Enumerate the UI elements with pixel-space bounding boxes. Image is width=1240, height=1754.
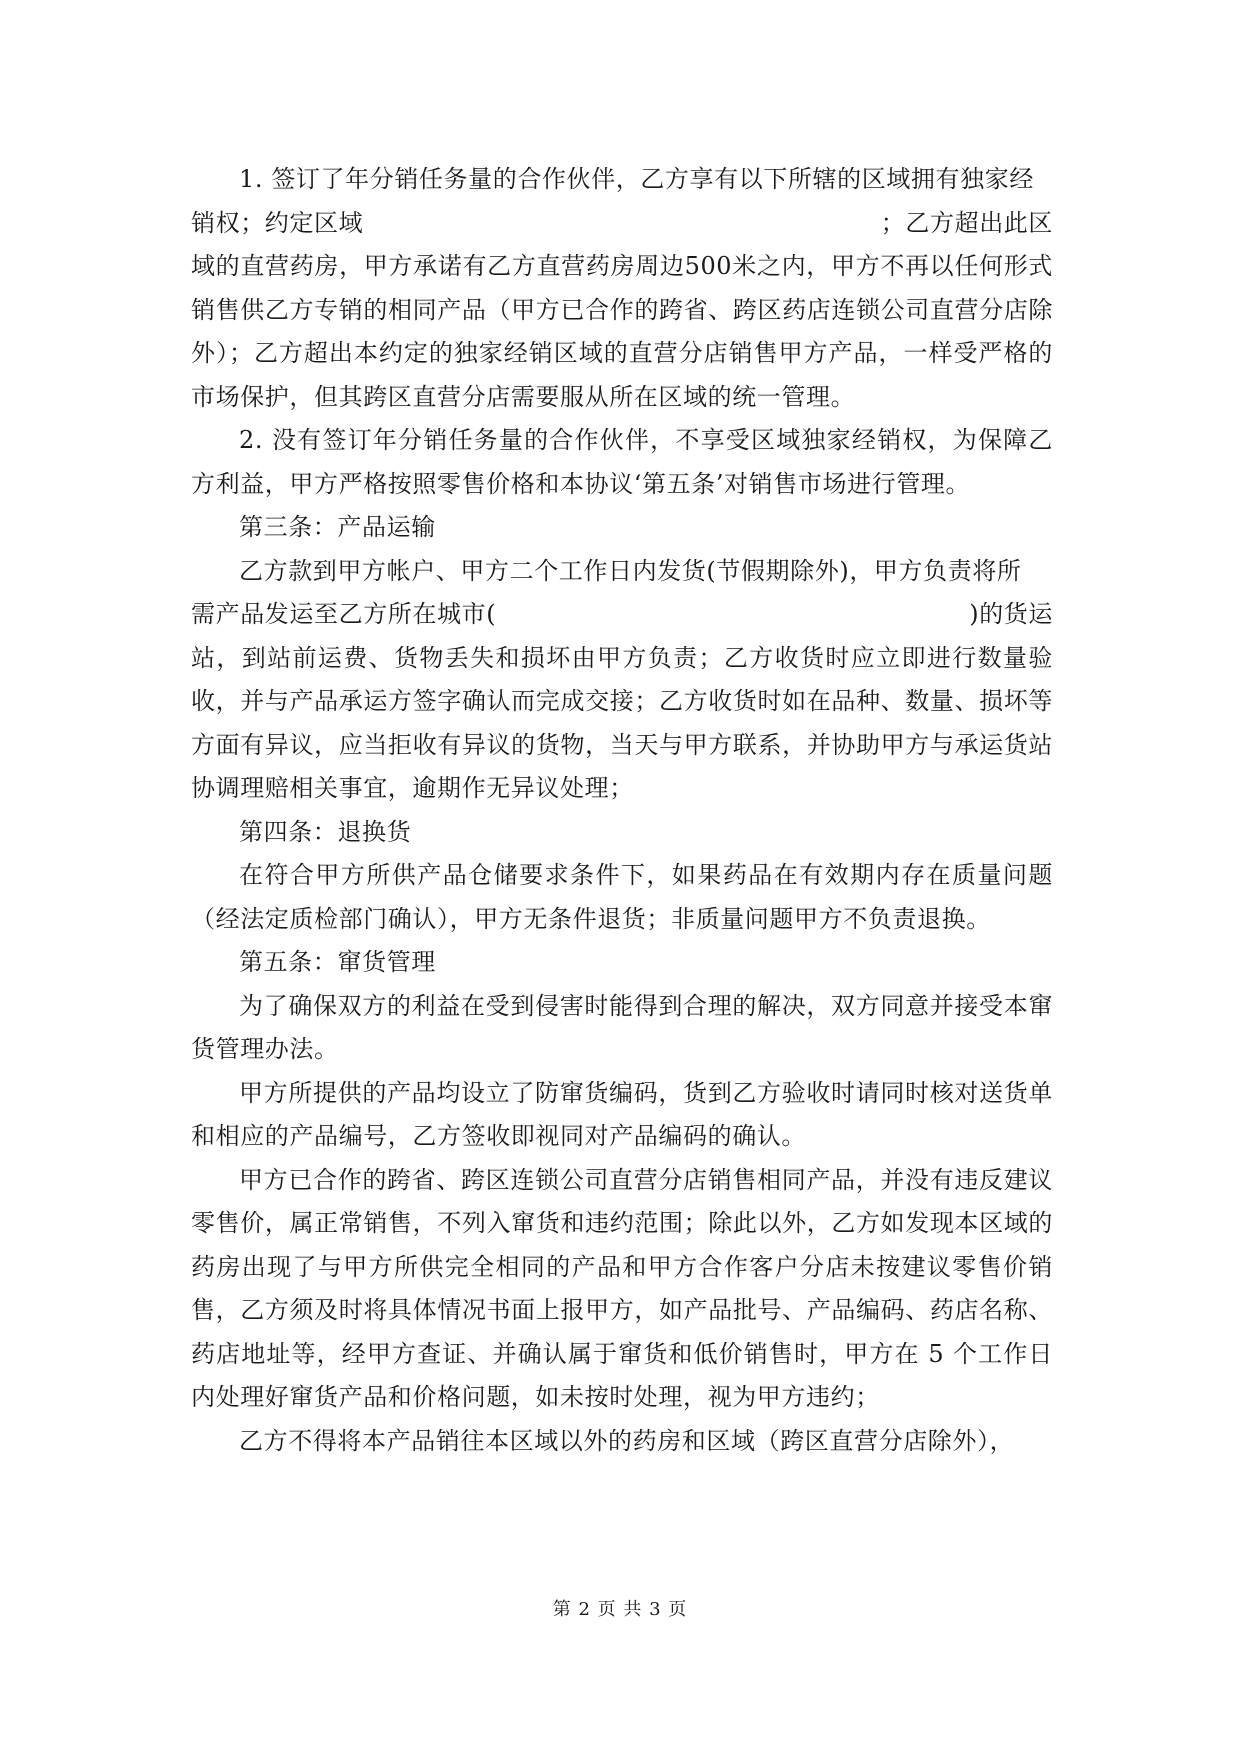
clause-1-line-1: 1. 签订了年分销任务量的合作伙伴，乙方享有以下所辖的区域拥有独家经: [239, 165, 1034, 193]
article-3-line-2-left: 需产品发运至乙方所在城市(: [191, 600, 497, 628]
clause-1-paragraph: [191, 158, 1053, 419]
anti-diversion-code-paragraph: 甲方所提供的产品均设立了防窜货编码，货到乙方验收时请同时核对送货单和相应的产品编号，乙方签收即视同对产品编码的确认。: [191, 1078, 1053, 1150]
clause-2-paragraph: 2. 没有签订年分销任务量的合作伙伴，不享受区域独家经销权，为保障乙方利益，甲方严格按照零售价格和本协议‘第五条’对销售市场进行管理。: [191, 426, 1053, 498]
article-3-line-1: 乙方款到甲方帐户、甲方二个工作日内发货(节假期除外)，甲方负责将所: [239, 556, 1022, 585]
document-body: [191, 158, 1053, 1463]
page-number-footer: 第 2 页 共 3 页: [552, 1599, 688, 1620]
article-3-line-2-right: )的货运: [969, 600, 1053, 628]
article-3-paragraph: [191, 550, 1053, 811]
article-4-heading: 第四条：退换货: [239, 817, 412, 846]
diversion-reporting-paragraph: 甲方已合作的跨省、跨区连锁公司直营分店销售相同产品，并没有违反建议零售价，属正常销售，不列入窜货和违约范围；除此以外，乙方如发现本区域的药房出现了与甲方所供完全相同的产品和甲方合作客户分店未按建议零售价销售，乙方须及时将具体情况书面上报甲方，如产品批号、产品编码、药店名称、药店地址等，经甲方查证、并确认属于窜货和低价销售时，甲方在 5 个工作日内处理好窜货产品和价格问题，如未按时处理，视为甲方违约；: [191, 1165, 1053, 1411]
clause-1-rest: 域的直营药房，甲方承诺有乙方直营药房周边500米之内，甲方不再以任何形式销售供乙方专销的相同产品（甲方已合作的跨省、跨区药店连锁公司直营分店除外）；乙方超出本约定的独家经销区域的直营分店销售甲方产品，一样受严格的市场保护，但其跨区直营分店需要服从所在区域的统一管理。: [191, 252, 1053, 411]
clause-1-line-2: [191, 202, 1053, 246]
clause-1-line-2-right: ；乙方超出此区: [880, 208, 1053, 237]
article-4-paragraph: 在符合甲方所供产品仓储要求条件下，如果药品在有效期内存在质量问题（经法定质检部门确认），甲方无条件退货；非质量问题甲方不负责退换。: [191, 861, 1053, 933]
article-3-rest: 站，到站前运费、货物丢失和损坏由甲方负责；乙方收货时应立即进行数量验收，并与产品承运方签字确认而完成交接；乙方收货时如在品种、数量、损坏等方面有异议，应当拒收有异议的货物，当天与甲方联系，并协助甲方与承运货站协调理赔相关事宜，逾期作无异议处理；: [191, 643, 1053, 802]
article-3-line-2: [191, 593, 1053, 637]
clause-1-line-2-left: 销权；约定区域: [191, 208, 364, 237]
sales-region-restriction-paragraph: 乙方不得将本产品销往本区域以外的药房和区域（跨区直营分店除外），: [239, 1426, 1015, 1455]
article-3-heading: 第三条：产品运输: [239, 513, 436, 541]
article-5-heading: 第五条：窜货管理: [239, 948, 436, 976]
article-5-intro-paragraph: 为了确保双方的利益在受到侵害时能得到合理的解决，双方同意并接受本窜货管理办法。: [191, 991, 1053, 1063]
